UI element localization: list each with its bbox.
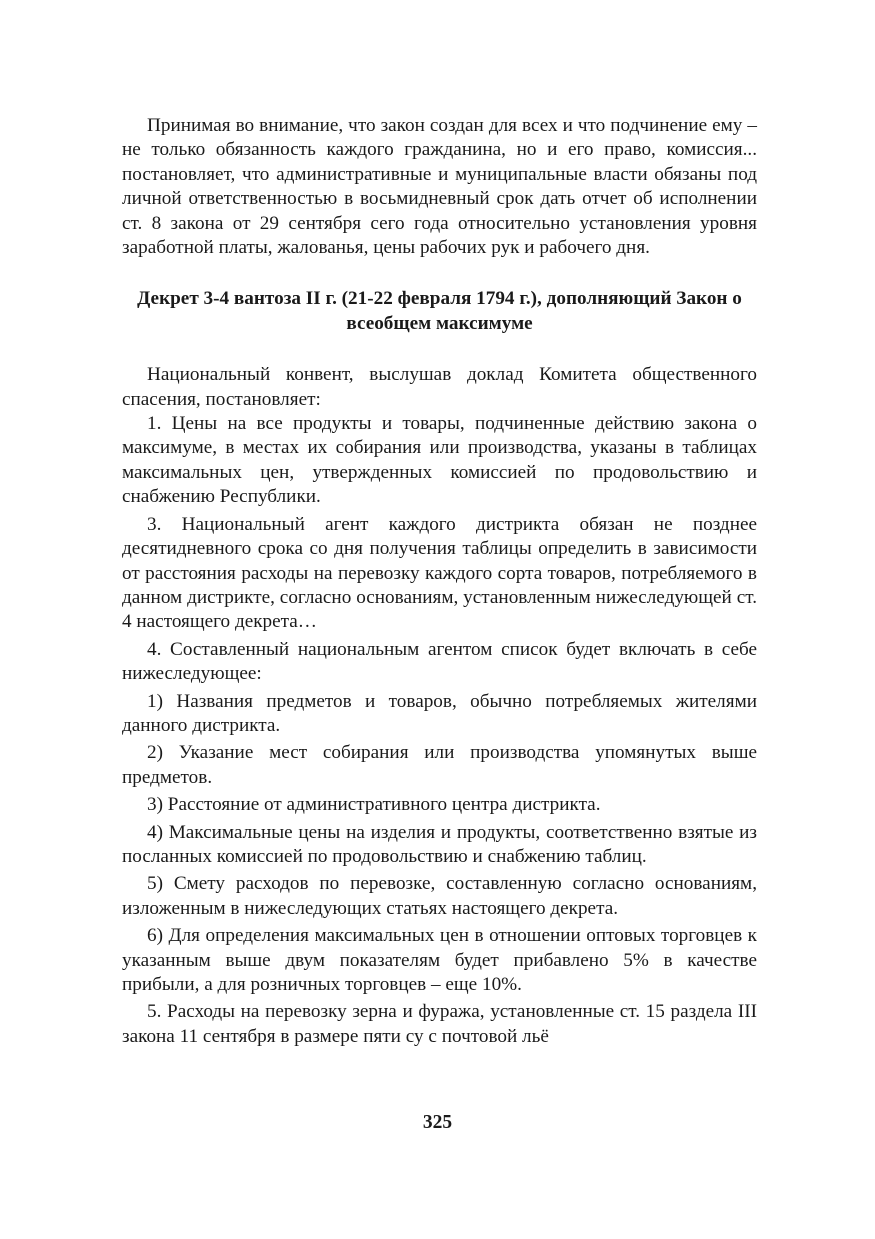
preamble-paragraph: Национальный конвент, выслушав доклад Комитета общественного спасения, постановляет:	[122, 364, 757, 410]
page-number: 325	[422, 1112, 453, 1133]
decree-heading: Декрет 3-4 вантоза II г. (21-22 февраля 1794 г.), дополняющий Закон о всеобщем максимуме	[137, 288, 742, 334]
list-item-4: 4) Максимальные цены на изделия и продукты, соответственно взятые из посланных комиссией по продовольствию и снабжению таблиц.	[122, 821, 757, 867]
page-body	[122, 114, 757, 1049]
article-3-paragraph: 3. Национальный агент каждого дистрикта обязан не позднее десятидневного срока со дня получения таблицы определить в зависимости от расстояния расходы на перевозку каждого сорта товаров, потребляемого в данном дистрикте, согласно основаниям, установленным нижеследующей ст. 4 настоящего декрета…	[122, 513, 757, 633]
article-4-paragraph: 4. Составленный национальным агентом список будет включать в себе нижеследующее:	[122, 638, 757, 685]
article-5-paragraph: 5. Расходы на перевозку зерна и фуража, установленные ст. 15 раздела III закона 11 сентября в размере пяти су с почтовой льё	[122, 1001, 757, 1047]
list-item-2: 2) Указание мест собирания или производства упомянутых выше предметов.	[122, 742, 757, 788]
list-item-6: 6) Для определения максимальных цен в отношении оптовых торговцев к указанным выше двум показателям будет прибавлено 5% в качестве прибыли, а для розничных торговцев – еще 10%.	[122, 925, 757, 995]
list-item-5: 5) Смету расходов по перевозке, составленную согласно основаниям, изложенным в нижеследующих статьях настоящего декрета.	[122, 873, 757, 919]
article-1-paragraph: 1. Цены на все продукты и товары, подчиненные действию закона о максимуме, в местах их собирания или производства, указаны в таблицах максимальных цен, утвержденных комиссией по продовольствию и снабжению Республики.	[122, 413, 757, 508]
list-item-1: 1) Названия предметов и товаров, обычно потребляемых жителями данного дистрикта.	[122, 690, 757, 736]
intro-paragraph: Принимая во внимание, что закон создан для всех и что подчинение ему – не только обязанность каждого гражданина, но и его право, комиссия... постановляет, что административные и муниципальные власти обязаны под личной ответственностью в восьмидневный срок дать отчет об исполнении ст. 8 закона от 29 сентября сего года относительно установления уровня заработной платы, жалованья, цены рабочих рук и рабочего дня.	[122, 115, 757, 259]
list-item-3: 3) Расстояние от административного центра дистрикта.	[147, 794, 601, 816]
